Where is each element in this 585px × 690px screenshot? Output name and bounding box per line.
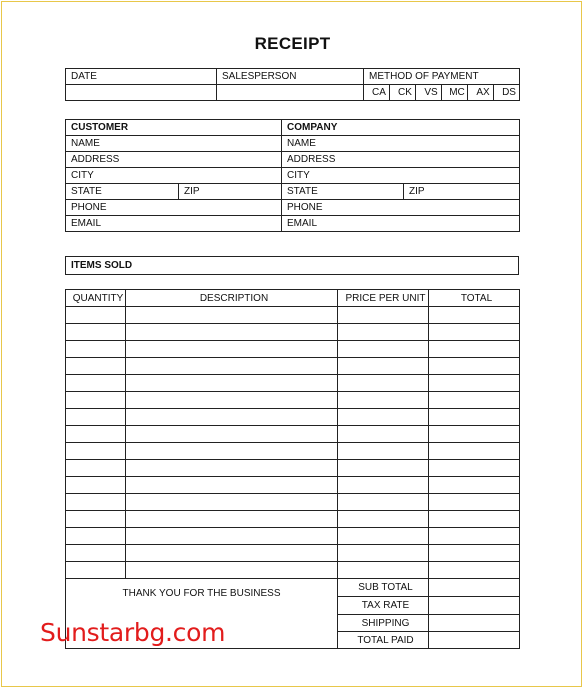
item-row [66,375,520,392]
item-quantity-cell[interactable] [66,511,126,528]
item-total-cell[interactable] [429,494,520,511]
customer-state-field[interactable]: STATE [66,184,179,200]
total-paid-value[interactable] [429,632,520,649]
item-price-cell[interactable] [338,443,429,460]
item-quantity-cell[interactable] [66,358,126,375]
salesperson-label: SALESPERSON [217,69,364,85]
item-description-cell[interactable] [126,494,338,511]
customer-company-table [65,119,520,232]
item-price-cell[interactable] [338,460,429,477]
header-table [65,68,520,101]
items-table [65,289,520,649]
item-row [66,392,520,409]
item-quantity-cell[interactable] [66,409,126,426]
item-total-cell[interactable] [429,460,520,477]
item-quantity-cell[interactable] [66,460,126,477]
item-description-cell[interactable] [126,511,338,528]
item-description-cell[interactable] [126,341,338,358]
item-row [66,409,520,426]
item-total-cell[interactable] [429,307,520,324]
payment-option-ck[interactable]: CK [390,85,416,101]
item-price-cell[interactable] [338,545,429,562]
items-header-row [66,290,520,307]
column-header-total: TOTAL [429,290,520,307]
company-email-field[interactable]: EMAIL [282,216,520,232]
payment-option-ax[interactable]: AX [468,85,494,101]
item-row [66,324,520,341]
item-total-cell[interactable] [429,409,520,426]
item-row [66,545,520,562]
item-row [66,341,520,358]
company-name-field[interactable]: NAME [282,136,520,152]
payment-method-label: METHOD OF PAYMENT [364,69,520,85]
payment-option-vs[interactable]: VS [416,85,442,101]
item-row [66,494,520,511]
item-description-cell[interactable] [126,358,338,375]
item-quantity-cell[interactable] [66,392,126,409]
document-title: RECEIPT [254,34,331,53]
item-row [66,460,520,477]
item-total-cell[interactable] [429,562,520,579]
company-section-label: COMPANY [282,120,520,136]
payment-option-ca[interactable]: CA [364,85,390,101]
item-price-cell[interactable] [338,324,429,341]
item-quantity-cell[interactable] [66,324,126,341]
thank-you-note: THANK YOU FOR THE BUSINESS [66,579,338,649]
tax-rate-value[interactable] [429,597,520,615]
item-total-cell[interactable] [429,545,520,562]
item-row [66,426,520,443]
item-total-cell[interactable] [429,477,520,494]
item-price-cell[interactable] [338,494,429,511]
item-price-cell[interactable] [338,426,429,443]
item-row [66,562,520,579]
company-state-field[interactable]: STATE [282,184,404,200]
item-row [66,528,520,545]
customer-name-field[interactable]: NAME [66,136,282,152]
items-sold-label: ITEMS SOLD [66,257,519,275]
item-description-cell[interactable] [126,477,338,494]
payment-option-mc[interactable]: MC [442,85,468,101]
item-price-cell[interactable] [338,477,429,494]
column-header-quantity: QUANTITY [66,290,126,307]
item-price-cell[interactable] [338,375,429,392]
shipping-label: SHIPPING [338,615,429,632]
customer-phone-field[interactable]: PHONE [66,200,282,216]
item-price-cell[interactable] [338,341,429,358]
item-total-cell[interactable] [429,341,520,358]
item-description-cell[interactable] [126,443,338,460]
item-total-cell[interactable] [429,358,520,375]
company-city-field[interactable]: CITY [282,168,520,184]
item-price-cell[interactable] [338,392,429,409]
payment-option-ds[interactable]: DS [494,85,520,101]
customer-email-field[interactable]: EMAIL [66,216,282,232]
item-total-cell[interactable] [429,426,520,443]
item-description-cell[interactable] [126,562,338,579]
item-total-cell[interactable] [429,511,520,528]
item-row [66,358,520,375]
item-total-cell[interactable] [429,392,520,409]
shipping-value[interactable] [429,615,520,632]
salesperson-field[interactable] [217,85,364,101]
customer-city-field[interactable]: CITY [66,168,282,184]
item-quantity-cell[interactable] [66,443,126,460]
item-description-cell[interactable] [126,307,338,324]
company-phone-field[interactable]: PHONE [282,200,520,216]
item-quantity-cell[interactable] [66,545,126,562]
column-header-description: DESCRIPTION [126,290,338,307]
item-quantity-cell[interactable] [66,375,126,392]
item-quantity-cell[interactable] [66,528,126,545]
item-price-cell[interactable] [338,562,429,579]
item-row [66,511,520,528]
item-row [66,443,520,460]
customer-address-field[interactable]: ADDRESS [66,152,282,168]
sub-total-value[interactable] [429,579,520,597]
item-description-cell[interactable] [126,426,338,443]
sub-total-label: SUB TOTAL [338,579,429,597]
item-quantity-cell[interactable] [66,562,126,579]
item-description-cell[interactable] [126,528,338,545]
company-zip-field[interactable]: ZIP [404,184,520,200]
date-label: DATE [66,69,217,85]
item-total-cell[interactable] [429,528,520,545]
tax-rate-label: TAX RATE [338,597,429,615]
item-description-cell[interactable] [126,409,338,426]
item-description-cell[interactable] [126,545,338,562]
customer-section-label: CUSTOMER [66,120,282,136]
item-quantity-cell[interactable] [66,477,126,494]
item-price-cell[interactable] [338,511,429,528]
item-description-cell[interactable] [126,375,338,392]
item-price-cell[interactable] [338,528,429,545]
item-quantity-cell[interactable] [66,307,126,324]
item-description-cell[interactable] [126,324,338,341]
column-header-price-per-unit: PRICE PER UNIT [338,290,429,307]
item-total-cell[interactable] [429,443,520,460]
item-price-cell[interactable] [338,409,429,426]
item-total-cell[interactable] [429,324,520,341]
watermark-logo: Sunstarbg.com [40,618,226,647]
item-description-cell[interactable] [126,392,338,409]
item-total-cell[interactable] [429,375,520,392]
item-description-cell[interactable] [126,460,338,477]
item-quantity-cell[interactable] [66,426,126,443]
item-price-cell[interactable] [338,307,429,324]
item-quantity-cell[interactable] [66,494,126,511]
company-address-field[interactable]: ADDRESS [282,152,520,168]
item-price-cell[interactable] [338,358,429,375]
item-row [66,307,520,324]
item-row [66,477,520,494]
items-sold-table [65,256,519,275]
customer-zip-field[interactable]: ZIP [179,184,282,200]
date-field[interactable] [66,85,217,101]
item-quantity-cell[interactable] [66,341,126,358]
total-paid-label: TOTAL PAID [338,632,429,649]
